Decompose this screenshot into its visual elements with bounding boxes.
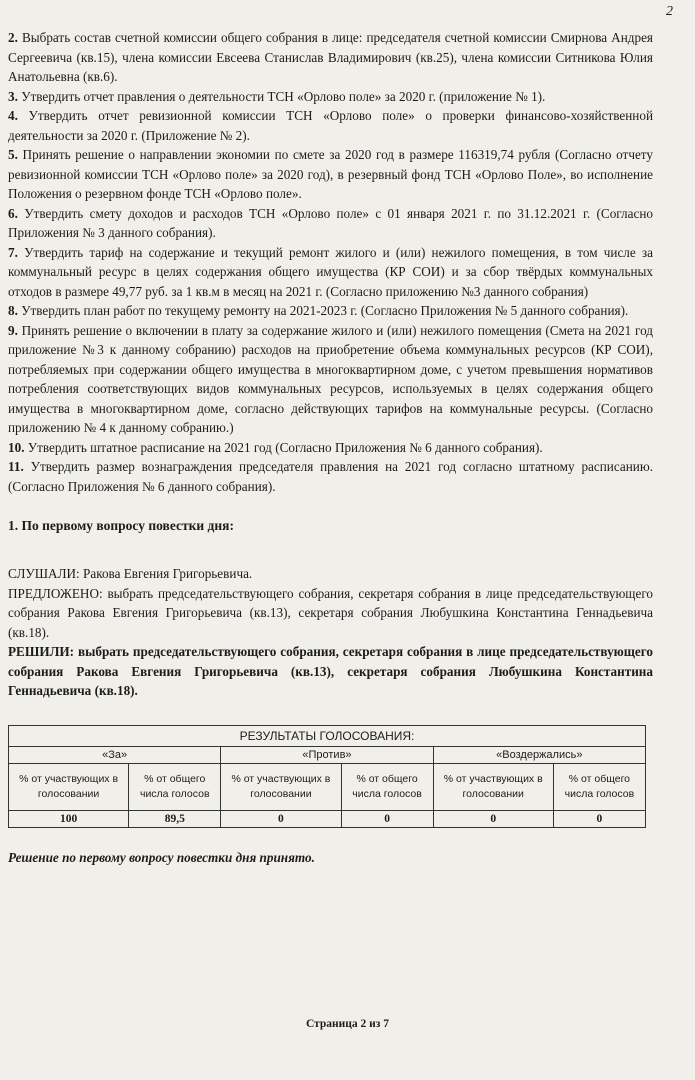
agenda-item-number: 10. (8, 439, 25, 455)
agenda-item (8, 243, 653, 302)
agenda-item-number: 11. (8, 459, 24, 474)
value-against-total: 0 (341, 810, 433, 827)
col-header-total: % от общего числа голосов (553, 763, 645, 810)
col-header-participants: % от участвующих в голосовании (433, 763, 553, 810)
group-for: «За» (9, 746, 221, 763)
agenda-item-text: Принять решение о включении в плату за содержание жилого и (или) нежилого помещения (Смета на 2021 год приложение №3 к данному собранию) расходов на приобретение объема коммунальных ресурсов (КР СОИ), потребляемых при содержании общего имущества в многоквартирном доме, с учетом превышения нормативов потребления соответствующих видов коммунальных ресурсов, используемых в целях содержания общего имущества в многоквартирном доме, согласно действующих тарифов на коммунальные ресурсы. (Согласно приложению № 4 к данному собранию.) (8, 322, 653, 435)
group-against: «Против» (221, 746, 433, 763)
agenda-item (8, 204, 653, 243)
agenda-item (8, 438, 653, 458)
agenda-item-number: 9. (8, 322, 18, 338)
col-header-total: % от общего числа голосов (341, 763, 433, 810)
agenda-item-text: Утвердить размер вознаграждения председателя правления на 2021 год согласно штатному расписанию. (Согласно Приложения № 6 данного собрания). (8, 459, 653, 494)
agenda-item (8, 457, 653, 496)
voting-results-table (8, 725, 646, 828)
agenda-item (8, 87, 653, 107)
col-header-participants: % от участвующих в голосовании (9, 763, 129, 810)
proposed-text: выбрать председательствующего собрания, секретаря собрания в лице председательствующего собрания Ракова Евгения Григорьевича (кв.13), секретаря собрания Любушкина Константина Геннадьевича (кв.18). (8, 585, 653, 640)
agenda-item-text: Утвердить отчет ревизионной комиссии ТСН «Орлово поле» о проверки финансово-хозяйственной деятельности за 2020 г. (Приложение № 2). (8, 108, 653, 143)
agenda-item (8, 145, 653, 204)
agenda-item-text: Утвердить штатное расписание на 2021 год (Согласно Приложения № 6 данного собрания). (24, 439, 543, 455)
decision-statement: Решение по первому вопросу повестки дня принято. (8, 849, 315, 865)
value-abstained-participants: 0 (433, 810, 553, 827)
corner-page-number: 2 (666, 4, 673, 19)
agenda-item (8, 28, 653, 87)
agenda-item-number: 2. (8, 30, 18, 45)
agenda-item-number: 6. (8, 205, 18, 221)
agenda-item-text: Утвердить план работ по текущему ремонту на 2021-2023 г. (Согласно Приложения № 5 данного собрания). (17, 303, 629, 318)
agenda-item-text: Утвердить смету доходов и расходов ТСН «Орлово поле» с 01 января 2021 г. по 31.12.2021 г. (Согласно Приложения № 3 данного собрания). (8, 205, 653, 240)
agenda-item-number: 5. (8, 147, 18, 162)
decided-paragraph (8, 642, 653, 701)
agenda-item-number: 8. (8, 303, 18, 318)
agenda-item-text: Принять решение о направлении экономии по смете за 2020 год в размере 116319,74 рубля (Согласно отчету ревизионной комиссии ТСН «Орлово поле» за 2020 год), в резервный фонд ТСН «Орлово Поле», во исполнение Положения о резервном фонде ТСН «Орлово поле». (8, 147, 653, 201)
agenda-item-text: Утвердить тариф на содержание и текущий ремонт жилого и (или) нежилого помещения, в том числе за коммунальный ресурс в целях содержания общего имущества (КР СОИ) и за сбор твёрдых коммунальных отходов в размере 49,77 руб. за 1 кв.м в месяц на 2021 г. (Согласно приложению №3 данного собрания) (8, 244, 653, 299)
decided-label: РЕШИЛИ: (8, 644, 75, 659)
value-for-participants: 100 (9, 810, 129, 827)
agenda-item-number: 4. (8, 108, 18, 123)
agenda-item-text: Выбрать состав счетной комиссии общего собрания в лице: председателя счетной комиссии Смирнова Андрея Сергеевича (кв.15), члена комиссии Евсеева Станислав Владимирович (кв.25), члена комиссии Ситникова Юлия Анатольевна (кв.6). (8, 30, 653, 84)
value-abstained-total: 0 (553, 810, 645, 827)
section-title: 1. По первому вопросу повестки дня: (8, 518, 234, 533)
results-caption: РЕЗУЛЬТАТЫ ГОЛОСОВАНИЯ: (9, 725, 646, 746)
agenda-item (8, 321, 653, 438)
proposed-label: ПРЕДЛОЖЕНО: (8, 585, 103, 601)
agenda-item (8, 106, 653, 145)
page-footer: Страница 2 из 7 (305, 1018, 390, 1030)
agenda-list (8, 28, 653, 496)
group-abstained: «Воздержались» (433, 746, 645, 763)
value-against-participants: 0 (221, 810, 341, 827)
value-for-total: 89,5 (129, 810, 221, 827)
heard-label: СЛУШАЛИ: (8, 566, 80, 581)
col-header-total: % от общего числа голосов (129, 763, 221, 810)
agenda-item-text: Утвердить отчет правления о деятельности ТСН «Орлово поле» за 2020 г. (приложение № 1). (17, 88, 546, 104)
decided-text: выбрать председательствующего собрания, секретаря собрания в лице председательствующего собрания Ракова Евгения Григорьевича (кв.13), секретаря собрания Любушкина Константина Геннадьевича (кв.18). (8, 644, 653, 698)
heard-text: Ракова Евгения Григорьевича. (79, 566, 253, 581)
agenda-item-number: 3. (8, 88, 18, 104)
col-header-participants: % от участвующих в голосовании (221, 763, 341, 810)
agenda-item-number: 7. (8, 244, 18, 260)
heard-paragraph (8, 564, 653, 584)
agenda-item (8, 301, 653, 321)
proposed-paragraph (8, 584, 653, 643)
